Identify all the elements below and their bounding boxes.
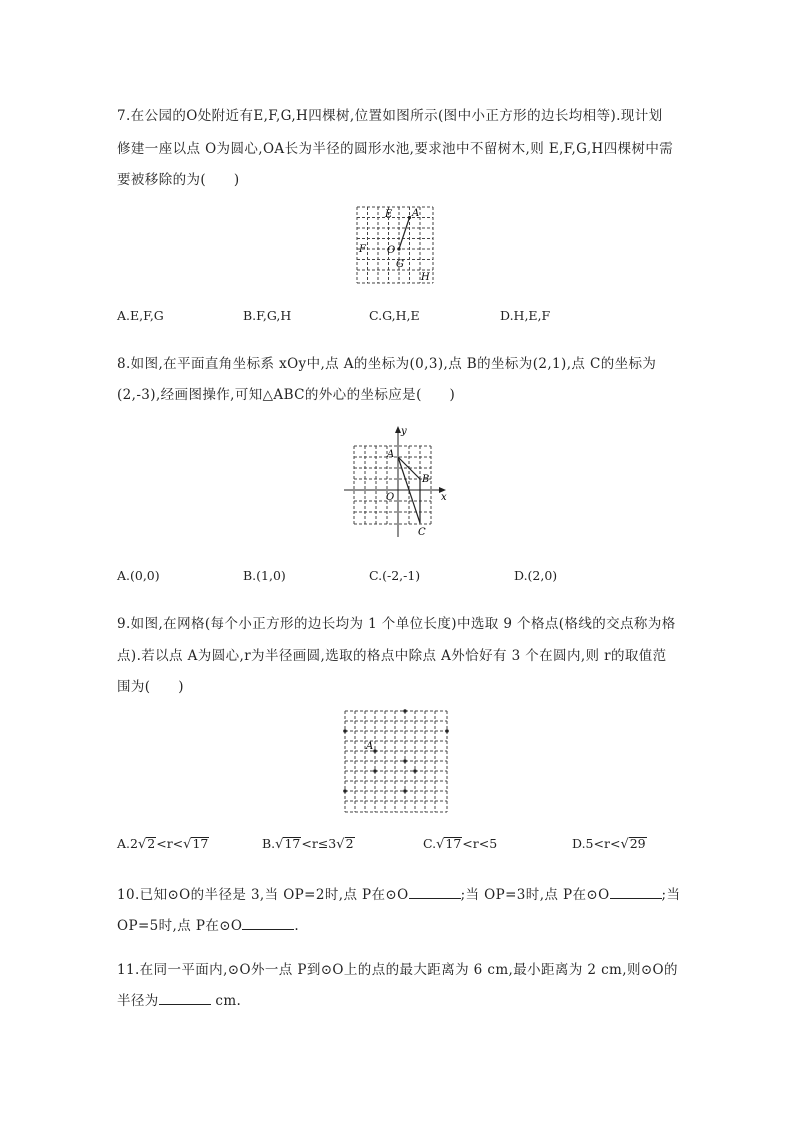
- q9-text-line2: 点).若以点 A为圆心,r为半径画圆,选取的格点中除点 A外恰好有 3 个在圆内,则 r的取值范: [117, 648, 667, 664]
- q7-option-a[interactable]: A.E,F,G: [117, 308, 164, 323]
- q11-blank[interactable]: [159, 992, 211, 1005]
- q9-option-d-radicand1: 29: [629, 836, 646, 851]
- q7-segment-OA: [399, 218, 410, 250]
- q9-option-a[interactable]: A.2√2<r<√17: [117, 836, 209, 852]
- q9-grid-point: [413, 769, 417, 773]
- q9-option-b-mid: <r≤3: [301, 836, 337, 851]
- q9-grid-point: [373, 769, 377, 773]
- q10-part2: ;当 OP=3时,点 P在⊙O: [460, 887, 610, 903]
- q7-text-line2: 修建一座以点 O为圆心,OA长为半径的圆形水池,要求池中不留树木,则 E,F,G,H四棵树中需: [117, 141, 674, 157]
- q9-option-d-pre: D.5<r<: [572, 836, 621, 851]
- q9-option-c-radicand1: 17: [445, 836, 462, 851]
- q10-part1: 10.已知⊙O的半径是 3,当 OP=2时,点 P在⊙O: [117, 887, 409, 903]
- q8-label-A: A: [387, 449, 395, 460]
- q7-label-E: E: [385, 209, 393, 220]
- q9-text-line1: 9.如图,在网格(每个小正方形的边长均为 1 个单位长度)中选取 9 个格点(格线的交点称为格: [117, 616, 676, 632]
- q8-option-b[interactable]: B.(1,0): [243, 568, 286, 583]
- q11-text-line1: 11.在同一平面内,⊙O外一点 P到⊙O上的点的最大距离为 6 cm,最小距离为 2 cm,则⊙O的: [117, 962, 678, 978]
- q9-option-c-pre: C.: [423, 836, 437, 851]
- q9-option-b-radicand1: 17: [284, 836, 301, 851]
- q9-option-a-radicand1: 2: [147, 836, 156, 851]
- q10-text-line1: [117, 883, 680, 903]
- q7-text-line3: 要被移除的为( ): [117, 172, 240, 188]
- q10-blank-2[interactable]: [610, 886, 662, 899]
- q9-point-A: [373, 749, 377, 753]
- q9-grid-point: [445, 729, 449, 733]
- q7-option-b[interactable]: B.F,G,H: [243, 308, 292, 323]
- q9-figure: [342, 708, 452, 816]
- q9-option-d[interactable]: D.5<r<√29: [572, 836, 646, 852]
- q9-grid-point: [403, 709, 407, 713]
- q9-option-c-mid: <r<5: [462, 836, 498, 851]
- q7-label-G: G: [396, 259, 404, 270]
- q9-grid-point: [343, 729, 347, 733]
- q7-label-A: A: [412, 208, 420, 219]
- q9-grid-point: [403, 789, 407, 793]
- q10-text-line2: [117, 914, 299, 934]
- q8-option-a[interactable]: A.(0,0): [117, 568, 160, 583]
- q7-point-O: [397, 247, 400, 250]
- q8-label-C: C: [418, 527, 426, 538]
- q7-text-line1: 7.在公园的O处附近有E,F,G,H四棵树,位置如图所示(图中小正方形的边长均相等).现计划: [117, 108, 663, 124]
- q10-blank-1[interactable]: [409, 886, 461, 899]
- q8-text-line2: (2,-3),经画图操作,可知△ABC的外心的坐标应是( ): [117, 387, 456, 403]
- q10-part5: .: [294, 918, 300, 934]
- q8-text-line1: 8.如图,在平面直角坐标系 xOy中,点 A的坐标为(0,3),点 B的坐标为(2,1),点 C的坐标为: [117, 356, 657, 372]
- q8-figure: [342, 424, 452, 539]
- q9-grid-point: [343, 789, 347, 793]
- q9-option-a-pre: A.2: [117, 836, 138, 851]
- q10-part4: OP=5时,点 P在⊙O: [117, 918, 243, 934]
- q9-option-b[interactable]: B.√17<r≤3√2: [262, 836, 354, 852]
- q9-option-a-radicand2: 17: [192, 836, 209, 851]
- q7-label-H: H: [421, 272, 430, 283]
- q8-label-O: O: [386, 492, 395, 503]
- q7-figure: [355, 205, 437, 287]
- q8-label-y: y: [401, 426, 407, 437]
- q8-option-c[interactable]: C.(-2,-1): [369, 568, 421, 583]
- q9-label-A: A: [366, 741, 374, 752]
- q8-option-d[interactable]: D.(2,0): [514, 568, 558, 583]
- q10-part3: ;当: [661, 887, 681, 903]
- q7-option-c[interactable]: C.G,H,E: [369, 308, 420, 323]
- q10-blank-3[interactable]: [242, 917, 294, 930]
- q9-option-b-radicand2: 2: [345, 836, 354, 851]
- q9-option-b-pre: B.: [262, 836, 276, 851]
- q7-label-F: F: [359, 244, 366, 255]
- q7-option-d[interactable]: D.H,E,F: [500, 308, 551, 323]
- q9-grid-point: [403, 759, 407, 763]
- q7-point-A: [408, 216, 411, 219]
- q9-text-line3: 围为( ): [117, 679, 184, 695]
- q9-option-c[interactable]: C.√17<r<5: [423, 836, 498, 852]
- q11-part2: cm.: [210, 993, 242, 1009]
- q11-part1: 半径为: [117, 993, 159, 1009]
- q7-label-O: O: [387, 245, 396, 256]
- q8-label-B: B: [422, 474, 430, 485]
- q9-option-a-mid: <r<: [156, 836, 184, 851]
- q8-label-x: x: [441, 492, 447, 503]
- q11-text-line2: [117, 989, 241, 1009]
